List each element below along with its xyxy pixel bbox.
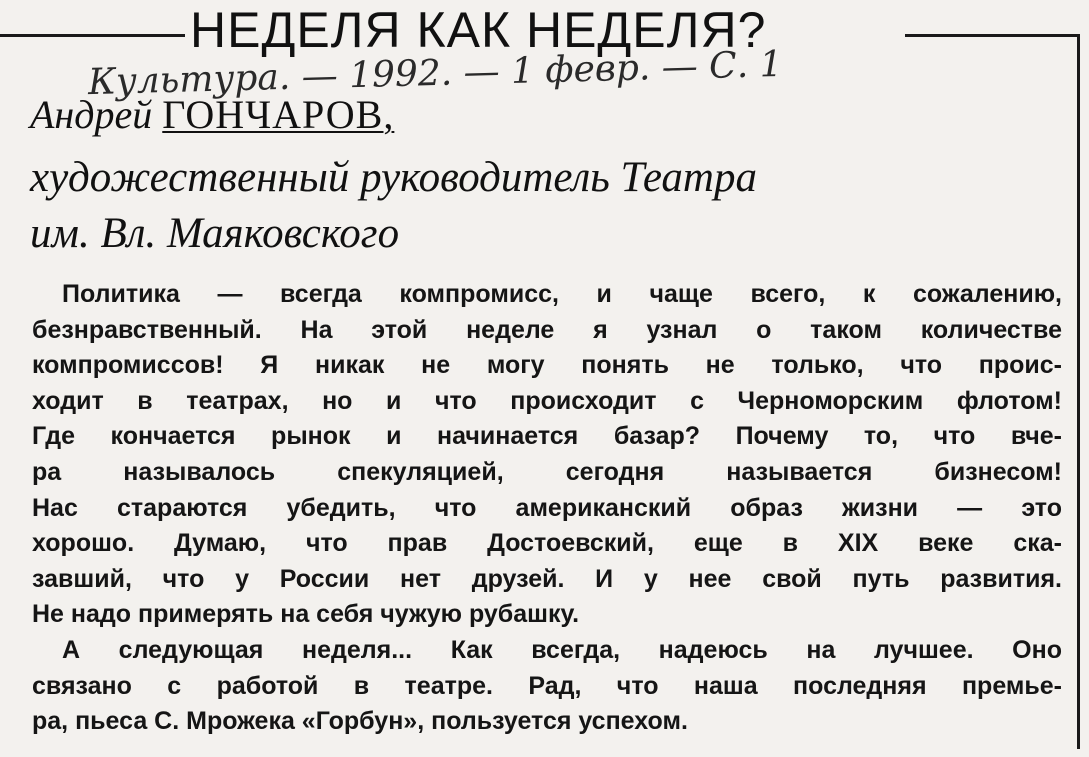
author-role-line: художественный руководитель Театра <box>30 154 757 201</box>
text-line: Нас стараются убедить, что американский образ жизни — это <box>32 493 1062 522</box>
right-border-rule <box>1077 34 1080 749</box>
article-paragraph <box>32 277 1062 633</box>
text-line: завший, что у России нет друзей. И у нее свой путь развития. <box>32 564 1062 593</box>
author-role <box>30 150 757 262</box>
article-headline: НЕДЕЛЯ КАК НЕДЕЛЯ? <box>190 2 767 58</box>
text-line: ра, пьеса С. Мрожека «Горбун», пользуется успехом. <box>32 707 688 736</box>
text-line: ходит в театрах, но и что происходит с Черноморским флотом! <box>32 386 1062 415</box>
text-line: Где кончается рынок и начинается базар? Почему то, что вче- <box>32 422 1062 451</box>
text-line: хорошо. Думаю, что прав Достоевский, еще в XIX веке ска- <box>32 529 1062 558</box>
handwritten-source-note: Культура. — 1992. — 1 февр. — С. 1 <box>87 43 783 104</box>
author-first-name: Андрей <box>30 92 153 137</box>
author-last-name: ГОНЧАРОВ, <box>162 92 395 137</box>
author-line <box>30 92 394 138</box>
text-line: связано с работой в театре. Рад, что наша последняя премье- <box>32 671 1062 700</box>
text-line: Не надо примерять на себя чужую рубашку. <box>32 600 580 629</box>
article-body <box>32 277 1062 740</box>
article-paragraph <box>32 633 1062 740</box>
text-line: ра называлось спекуляцией, сегодня называется бизнесом! <box>32 457 1062 486</box>
author-role-line: им. Вл. Маяковского <box>30 210 400 257</box>
text-line: А следующая неделя... Как всегда, надеюсь на лучшее. Оно <box>62 635 1062 664</box>
text-line: Политика — всегда компромисс, и чаще всего, к сожалению, <box>62 280 1062 308</box>
text-line: безнравственный. На этой неделе я узнал о таком количестве <box>32 315 1062 344</box>
top-border-rule-left <box>0 34 185 37</box>
text-line: компромиссов! Я никак не могу понять не только, что проис- <box>32 351 1062 380</box>
top-border-rule-right <box>905 34 1080 37</box>
